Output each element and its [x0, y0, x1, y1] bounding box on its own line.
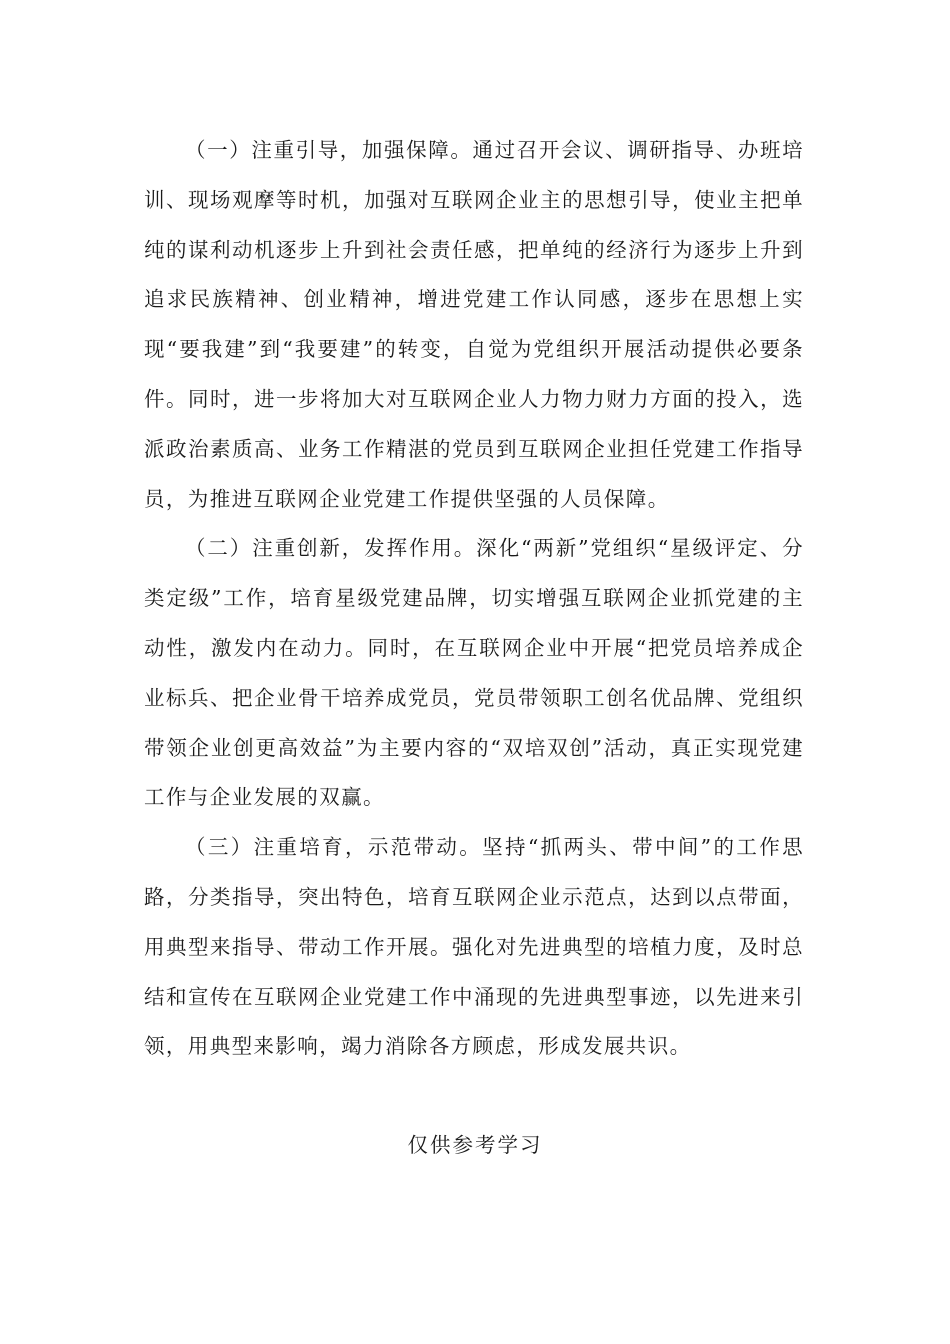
footer-note: 仅供参考学习: [407, 1133, 543, 1157]
document-body: [144, 126, 804, 1072]
paragraph-guidance: （一）注重引导，加强保障。通过召开会议、调研指导、办班培训、现场观摩等时机，加强对互联网企业主的思想引导，使业主把单纯的谋利动机逐步上升到社会责任感，把单纯的经济行为逐步上升到追求民族精神、创业精神，增进党建工作认同感，逐步在思想上实现“要我建”到“我要建”的转变，自觉为党组织开展活动提供必要条件。同时，进一步将加大对互联网企业人力物力财力方面的投入，选派政治素质高、业务工作精湛的党员到互联网企业担任党建工作指导员，为推进互联网企业党建工作提供坚强的人员保障。: [144, 138, 804, 511]
paragraph-innovation: （二）注重创新，发挥作用。深化“两新”党组织“星级评定、分类定级”工作，培育星级党建品牌，切实增强互联网企业抓党建的主动性，激发内在动力。同时，在互联网企业中开展“把党员培养成企业标兵、把企业骨干培养成党员，党员带领职工创名优品牌、党组织带领企业创更高效益”为主要内容的“双培双创”活动，真正实现党建工作与企业发展的双赢。: [144, 536, 804, 810]
paragraph-cultivation: （三）注重培育，示范带动。坚持“抓两头、带中间”的工作思路，分类指导，突出特色，培育互联网企业示范点，达到以点带面，用典型来指导、带动工作开展。强化对先进典型的培植力度，及时总结和宣传在互联网企业党建工作中涌现的先进典型事迹，以先进来引领，用典型来影响，竭力消除各方顾虑，形成发展共识。: [144, 835, 804, 1059]
